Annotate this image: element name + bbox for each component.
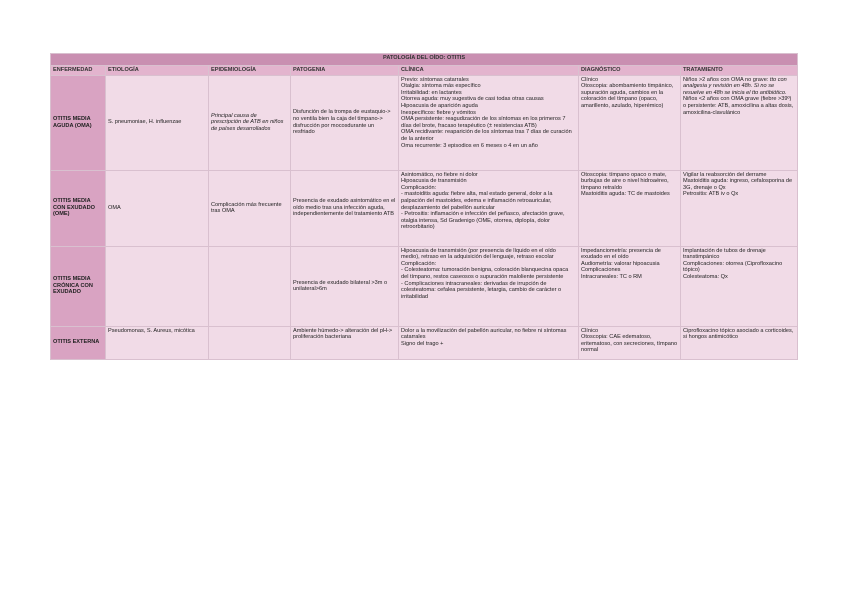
table-title: PATOLOGÍA DEL OÍDO: OTITIS xyxy=(51,54,798,66)
header-enfermedad: ENFERMEDAD xyxy=(51,66,106,76)
header-epidemiologia: EPIDEMIOLOGÍA xyxy=(209,66,291,76)
etiology-cell xyxy=(106,246,209,326)
epidemiology-cell: Principal causa de prescripción de ATB en niños de países desarrollados xyxy=(209,75,291,170)
epidemiology-cell xyxy=(209,246,291,326)
treatment-cell: Implantación de tubos de drenaje transtimpánico Complicaciones: otorrea (Ciprofloxacino tópico) Colesteatoma: Qx xyxy=(681,246,798,326)
disease-cell: OTITIS MEDIA AGUDA (OMA) xyxy=(51,75,106,170)
table-row xyxy=(51,170,798,246)
header-etiologia: ETIOLOGÍA xyxy=(106,66,209,76)
pathogenesis-cell: Disfunción de la trompa de eustaquio-> no ventila bien la caja del tímpano-> disfrucción por mocosdurante un resfriado xyxy=(291,75,399,170)
diagnosis-cell: Clínico Otoscopia: CAE edematoso, eritematoso, con secreciones, tímpano normal xyxy=(579,326,681,359)
etiology-cell: S. pneumoniae, H. influenzae xyxy=(106,75,209,170)
header-tratamiento: TRATAMIENTO xyxy=(681,66,798,76)
disease-cell: OTITIS MEDIA CRÓNICA CON EXUDADO xyxy=(51,246,106,326)
diagnosis-cell: Otoscopia: tímpano opaco o mate, burbujas de aire o nivel hidroaéreo, tímpano retraído Mastoiditis aguda: TC de mastoides xyxy=(579,170,681,246)
table-row xyxy=(51,75,798,170)
diagnosis-cell: Impedanciometría: presencia de exudado en el oído Audiometría: valorar hipoacusia Complicaciones Intracraneales: TC o RM xyxy=(579,246,681,326)
table-row xyxy=(51,326,798,359)
treatment-text-c: Niños <2 años con OMA grave (fiebre >39º) o persistente: ATB, amoxicilina a altas dosis, amoxicilina-clavulánico xyxy=(683,96,794,116)
treatment-text-b: tto con analgesia y revisión en 48h. Si no se resuelve en 48h se inicia el tto antibiótico. xyxy=(683,76,787,96)
treatment-cell xyxy=(681,75,798,170)
disease-cell: OTITIS EXTERNA xyxy=(51,326,106,359)
clinical-cell: Previo: síntomas catarrales Otalgia: síntoma más específico Irritabilidad: en lactantes Otorrea aguda: muy sugestiva de casi todas otras causas Hipoacusia de aparición aguda Inespecíficos: fiebre y vómitos OMA persistente: reagudización de los síntomas en los primeros 7 días del brote, fracaso terapéutico (± resistencias ATB) OMA recidivante: reaparición de los síntomas tras 7 días de curación de la anterior Oma recurrente: 3 episodios en 6 meses o 4 en un año xyxy=(399,75,579,170)
epidemiology-cell: Complicación más frecuente tras OMA xyxy=(209,170,291,246)
header-patogenia: PATOGENIA xyxy=(291,66,399,76)
disease-cell: OTITIS MEDIA CON EXUDADO (OME) xyxy=(51,170,106,246)
diagnosis-cell: Clínico Otoscopia: abombamiento timpánico, supuración aguda, cambios en la coloración del tímpano (opaco, amarillento, azulado, hiperémico) xyxy=(579,75,681,170)
pathogenesis-cell: Presencia de exudado asintomático en el oído medio tras una infección aguda, independientemente del tratamiento ATB xyxy=(291,170,399,246)
otitis-table xyxy=(50,53,798,360)
etiology-cell: Pseudomonas, S. Aureus, micótica xyxy=(106,326,209,359)
clinical-cell: Asintomático, no fiebre ni dolor Hipoacusia de transmisión Complicación: - mastoiditis aguda: fiebre alta, mal estado general, dolor a la palpación del mastoides, edema e inflamación retroauricular, desplazamiento del pabellón auricular - Petrositis: inflamación e infección del peñasco, afectación grave, otalgia intensa, Sd Gradenigo (OME, otorrea, diplopía, dolor retroorbitario) xyxy=(399,170,579,246)
pathogenesis-cell: Ambiente húmedo-> alteración del pH-> proliferación bacteriana xyxy=(291,326,399,359)
epidemiology-cell xyxy=(209,326,291,359)
title-row xyxy=(51,54,798,66)
treatment-cell: Ciprofloxacino tópico asociado a corticoides, si hongos antimicótico xyxy=(681,326,798,359)
etiology-cell: OMA xyxy=(106,170,209,246)
clinical-cell: Hipoacusia de transmisión (por presencia de líquido en el oído medio), retraso en la adquisición del lenguaje, retraso escolar Complicación: - Colesteatoma: tumoración benigna, coloración blanquecina opaca del tímpano, restos caseosos o supuración maloliente persistente - Complicaciones intracraneales: derivadas de irrupción de colesteatoma: cefalea persistente, letargia, cambio de carácter o irritabilidad xyxy=(399,246,579,326)
table-row xyxy=(51,246,798,326)
header-clinica: CLÍNICA xyxy=(399,66,579,76)
treatment-cell: Vigilar la reabsorción del derrame Mastoiditis aguda: ingreso, cefalosporina de 3G, drenaje o Qx Petrositis: ATB iv o Qx xyxy=(681,170,798,246)
header-diagnostico: DIAGNÓSTICO xyxy=(579,66,681,76)
header-row xyxy=(51,66,798,76)
clinical-cell: Dolor a la movilización del pabellón auricular, no fiebre ni síntomas catarrales Signo del trago + xyxy=(399,326,579,359)
treatment-text-a: Niños >2 años con OMA no grave: xyxy=(683,76,770,83)
pathogenesis-cell: Presencia de exudado bilateral >3m o unilateral>6m xyxy=(291,246,399,326)
